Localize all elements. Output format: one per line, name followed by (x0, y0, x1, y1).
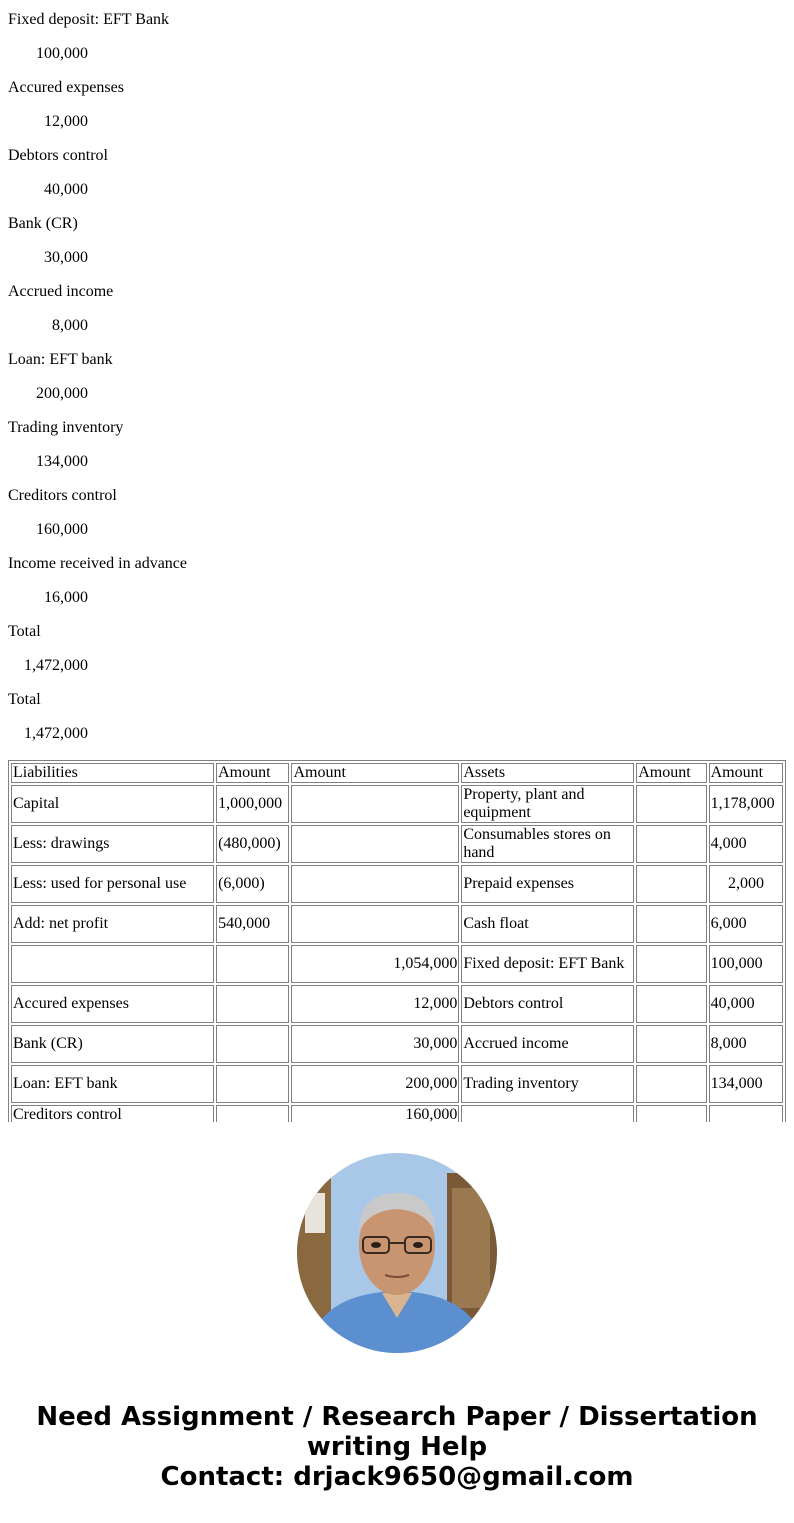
entry-label: Creditors control (8, 487, 117, 504)
table-cell (291, 865, 459, 903)
entry-label: Accured expenses (8, 79, 124, 96)
entry-label: Loan: EFT bank (8, 351, 113, 368)
entry-amount: 134,000 (36, 453, 88, 470)
promo-line: writing Help (306, 1432, 488, 1462)
table-cell: Consumables stores on hand (461, 825, 634, 863)
table-cell (636, 1025, 706, 1063)
entry-amount: 8,000 (52, 317, 88, 334)
table-cell (461, 1105, 634, 1122)
table-cell: 200,000 (291, 1065, 459, 1103)
table-row (11, 1025, 783, 1063)
entry (8, 622, 408, 690)
entry-label: Fixed deposit: EFT Bank (8, 11, 170, 28)
table-cell: 1,054,000 (291, 945, 459, 983)
table-cell: 2,000 (709, 865, 783, 903)
table-cell: Capital (11, 785, 214, 823)
entries-list (8, 10, 408, 758)
entry-label: Total (8, 623, 41, 640)
entry-amount: 30,000 (44, 249, 88, 266)
table-cell: Creditors control (11, 1105, 214, 1122)
table-cell: Less: drawings (11, 825, 214, 863)
column-header: Amount (709, 763, 783, 783)
entry-amount: 160,000 (36, 521, 88, 538)
table-cell (291, 905, 459, 943)
table-cell: 540,000 (216, 905, 289, 943)
table-cell (636, 1105, 706, 1122)
entry (8, 282, 408, 350)
column-header: Liabilities (11, 763, 214, 783)
table-cell (636, 1065, 706, 1103)
table-cell (636, 825, 706, 863)
column-header: Assets (461, 763, 634, 783)
entry-amount: 12,000 (44, 113, 88, 130)
table-cell (216, 945, 289, 983)
entry-amount: 1,472,000 (24, 657, 88, 674)
entry (8, 350, 408, 418)
table-row (11, 1065, 783, 1103)
entry-label: Total (8, 691, 41, 708)
author-portrait (297, 1153, 497, 1353)
table-cell (636, 785, 706, 823)
table-row (11, 1105, 783, 1122)
table-cell: Less: used for personal use (11, 865, 214, 903)
table-cell: Cash float (461, 905, 634, 943)
table-cell (291, 825, 459, 863)
promo-line: Need Assignment / Research Paper / Dissertation (36, 1402, 758, 1432)
entry-label: Trading inventory (8, 419, 124, 436)
table-cell (216, 985, 289, 1023)
entry-amount: 16,000 (44, 589, 88, 606)
table-cell (291, 785, 459, 823)
promo-banner (0, 1402, 794, 1492)
table-row (11, 865, 783, 903)
table-cell (636, 985, 706, 1023)
table-cell: 30,000 (291, 1025, 459, 1063)
table-row (11, 825, 783, 863)
table-cell (709, 1105, 783, 1122)
table-cell: 8,000 (709, 1025, 783, 1063)
column-header: Amount (216, 763, 289, 783)
balance-sheet-table (8, 760, 786, 1122)
entry-label: Bank (CR) (8, 215, 78, 232)
entry (8, 486, 408, 554)
table-cell: 100,000 (709, 945, 783, 983)
table-cell: Prepaid expenses (461, 865, 634, 903)
contact-email: Contact: drjack9650@gmail.com (160, 1462, 634, 1492)
table-header-row (11, 763, 783, 783)
entry (8, 214, 408, 282)
balance-sheet-container (8, 760, 786, 1122)
avatar (297, 1153, 497, 1353)
entry (8, 78, 408, 146)
table-cell (216, 1025, 289, 1063)
entry-label: Accrued income (8, 283, 114, 300)
table-cell: (480,000) (216, 825, 289, 863)
table-cell: 1,000,000 (216, 785, 289, 823)
entry-label: Income received in advance (8, 555, 188, 572)
table-row (11, 985, 783, 1023)
table-cell: Debtors control (461, 985, 634, 1023)
entry-amount: 100,000 (36, 45, 88, 62)
table-row (11, 945, 783, 983)
table-cell: 134,000 (709, 1065, 783, 1103)
table-row (11, 785, 783, 823)
table-cell: (6,000) (216, 865, 289, 903)
entry-amount: 40,000 (44, 181, 88, 198)
entry (8, 10, 408, 78)
table-cell: Add: net profit (11, 905, 214, 943)
table-cell: 160,000 (291, 1105, 459, 1122)
table-cell (216, 1065, 289, 1103)
column-header: Amount (291, 763, 459, 783)
entry (8, 146, 408, 214)
table-cell: Bank (CR) (11, 1025, 214, 1063)
table-cell (636, 945, 706, 983)
entry-amount: 1,472,000 (24, 725, 88, 742)
entry (8, 554, 408, 622)
entry-label: Debtors control (8, 147, 108, 164)
column-header: Amount (636, 763, 706, 783)
table-cell: Property, plant and equipment (461, 785, 634, 823)
table-cell (216, 1105, 289, 1122)
table-cell: 40,000 (709, 985, 783, 1023)
table-cell: 12,000 (291, 985, 459, 1023)
table-cell: 1,178,000 (709, 785, 783, 823)
entry (8, 418, 408, 486)
table-cell: 6,000 (709, 905, 783, 943)
table-cell: Trading inventory (461, 1065, 634, 1103)
entry (8, 690, 408, 758)
table-cell (636, 905, 706, 943)
table-cell: 4,000 (709, 825, 783, 863)
table-cell: Fixed deposit: EFT Bank (461, 945, 634, 983)
entry-amount: 200,000 (36, 385, 88, 402)
table-cell (636, 865, 706, 903)
table-cell (11, 945, 214, 983)
table-row (11, 905, 783, 943)
table-cell: Accured expenses (11, 985, 214, 1023)
table-cell: Accrued income (461, 1025, 634, 1063)
table-cell: Loan: EFT bank (11, 1065, 214, 1103)
